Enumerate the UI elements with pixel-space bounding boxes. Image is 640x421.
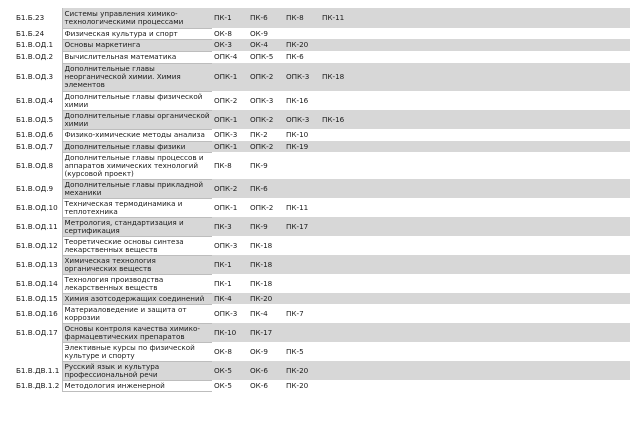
row-filler bbox=[356, 255, 630, 274]
competency-code: ОПК-3 bbox=[212, 236, 248, 255]
competency-code: ПК-10 bbox=[212, 323, 248, 342]
competency-code: ПК-9 bbox=[248, 152, 284, 179]
discipline-name: Химия азотсодержащих соединений bbox=[62, 293, 212, 304]
discipline-code: Б1.В.ОД.4 bbox=[16, 95, 54, 105]
competency-code: ПК-6 bbox=[248, 8, 284, 28]
competency-code: ОПК-1 bbox=[212, 110, 248, 129]
competency-code bbox=[284, 255, 320, 274]
row-filler bbox=[356, 8, 630, 28]
competency-code bbox=[320, 274, 356, 293]
competency-code: ПК-20 bbox=[248, 293, 284, 304]
competency-code: ОПК-3 bbox=[212, 129, 248, 141]
discipline-code: Б1.В.ДВ.1.1 bbox=[16, 365, 60, 375]
competency-code: ПК-20 bbox=[284, 39, 320, 51]
competency-code: ПК-20 bbox=[284, 380, 320, 391]
discipline-name: Основы маркетинга bbox=[62, 39, 212, 51]
discipline-name: Дополнительные главы физической химии bbox=[62, 91, 212, 110]
row-filler bbox=[356, 28, 630, 39]
discipline-code: Б1.В.ОД.7 bbox=[16, 141, 54, 151]
discipline-code: Б1.В.ОД.9 bbox=[16, 183, 54, 193]
competency-code: ПК-19 bbox=[284, 141, 320, 152]
competency-code: ПК-1 bbox=[212, 255, 248, 274]
discipline-code: Б1.В.ДВ.1.2 bbox=[16, 380, 60, 390]
competency-code: ОПК-2 bbox=[248, 198, 284, 217]
competency-code: ПК-5 bbox=[284, 342, 320, 361]
competency-code: ПК-1 bbox=[212, 274, 248, 293]
discipline-code: Б1.В.ОД.1 bbox=[16, 40, 54, 49]
row-filler bbox=[356, 51, 630, 63]
discipline-name: Технология производства лекарственных веществ bbox=[62, 274, 212, 293]
discipline-name: Физическая культура и спорт bbox=[62, 28, 212, 39]
competency-code: ПК-17 bbox=[248, 323, 284, 342]
competency-code bbox=[284, 323, 320, 342]
row-filler bbox=[356, 236, 630, 255]
competency-code: ПК-16 bbox=[320, 110, 356, 129]
competency-code: ОПК-3 bbox=[248, 91, 284, 110]
discipline-name: Химическая технология органических веществ bbox=[62, 255, 212, 274]
discipline-name: Системы управления химико-технологическими процессами bbox=[62, 8, 212, 28]
discipline-code: Б1.В.ОД.17 bbox=[16, 327, 58, 337]
competency-code bbox=[284, 274, 320, 293]
table-row bbox=[14, 141, 630, 152]
row-filler bbox=[356, 217, 630, 236]
competency-code: ПК-2 bbox=[248, 129, 284, 141]
competency-code bbox=[284, 152, 320, 179]
discipline-code bbox=[14, 342, 62, 361]
competency-code: ОК-9 bbox=[248, 342, 284, 361]
competency-code: ПК-3 bbox=[212, 217, 248, 236]
table-row bbox=[14, 91, 630, 110]
discipline-code: Б1.В.ОД.11 bbox=[16, 221, 58, 231]
table-row bbox=[14, 236, 630, 255]
competency-code: ОПК-1 bbox=[212, 141, 248, 152]
discipline-code: Б1.В.ОД.6 bbox=[16, 130, 54, 139]
competency-code: ОПК-2 bbox=[248, 141, 284, 152]
table-row bbox=[14, 380, 630, 391]
row-filler bbox=[356, 91, 630, 110]
competency-code bbox=[284, 293, 320, 304]
competency-table-wrapper bbox=[14, 8, 630, 392]
competency-code bbox=[320, 304, 356, 323]
competency-code: ПК-1 bbox=[212, 8, 248, 28]
table-row bbox=[14, 198, 630, 217]
competency-code bbox=[320, 51, 356, 63]
competency-code: ОК-3 bbox=[212, 39, 248, 51]
competency-code: ПК-11 bbox=[284, 198, 320, 217]
competency-code: ОПК-2 bbox=[212, 91, 248, 110]
table-row bbox=[14, 293, 630, 304]
row-filler bbox=[356, 304, 630, 323]
competency-code: ОК-4 bbox=[248, 39, 284, 51]
competency-code: ОПК-1 bbox=[212, 63, 248, 91]
competency-code bbox=[320, 39, 356, 51]
competency-code bbox=[284, 179, 320, 198]
competency-code bbox=[320, 236, 356, 255]
discipline-name: Основы контроля качества химико-фармацевтических препаратов bbox=[62, 323, 212, 342]
competency-code bbox=[320, 141, 356, 152]
competency-code bbox=[320, 152, 356, 179]
row-filler bbox=[356, 274, 630, 293]
competency-code: ОК-6 bbox=[248, 361, 284, 380]
competency-code: ПК-6 bbox=[284, 51, 320, 63]
discipline-code: Б1.В.ОД.10 bbox=[16, 202, 58, 212]
competency-code: ОПК-1 bbox=[212, 198, 248, 217]
row-filler bbox=[356, 198, 630, 217]
competency-code bbox=[320, 198, 356, 217]
discipline-name: Материаловедение и защита от коррозии bbox=[62, 304, 212, 323]
competency-code: ОПК-3 bbox=[212, 304, 248, 323]
discipline-name: Методология инженерной bbox=[62, 380, 212, 391]
discipline-name: Дополнительные главы физики bbox=[62, 141, 212, 152]
discipline-name: Дополнительные главы органической химии bbox=[62, 110, 212, 129]
competency-code: ПК-11 bbox=[320, 8, 356, 28]
table-row bbox=[14, 255, 630, 274]
competency-code: ОПК-4 bbox=[212, 51, 248, 63]
competency-code bbox=[320, 323, 356, 342]
row-filler bbox=[356, 179, 630, 198]
competency-code: ПК-10 bbox=[284, 129, 320, 141]
row-filler bbox=[356, 361, 630, 380]
discipline-name: Физико-химические методы анализа bbox=[62, 129, 212, 141]
row-filler bbox=[356, 293, 630, 304]
competency-code: ОК-8 bbox=[212, 342, 248, 361]
competency-code: ПК-20 bbox=[284, 361, 320, 380]
discipline-code: Б1.В.ОД.16 bbox=[16, 308, 58, 318]
discipline-name: Техническая термодинамика и теплотехника bbox=[62, 198, 212, 217]
discipline-name: Элективные курсы по физической культуре и спорту bbox=[62, 342, 212, 361]
competency-code: ПК-4 bbox=[248, 304, 284, 323]
competency-code: ПК-18 bbox=[248, 236, 284, 255]
competency-code bbox=[320, 91, 356, 110]
table-row bbox=[14, 179, 630, 198]
competency-code bbox=[284, 236, 320, 255]
table-row bbox=[14, 39, 630, 51]
competency-code: ПК-8 bbox=[284, 8, 320, 28]
table-row bbox=[14, 28, 630, 39]
discipline-name: Русский язык и культура профессиональной речи bbox=[62, 361, 212, 380]
table-row bbox=[14, 217, 630, 236]
discipline-name: Метрология, стандартизация и сертификация bbox=[62, 217, 212, 236]
table-row bbox=[14, 8, 630, 28]
table-row bbox=[14, 63, 630, 91]
table-row bbox=[14, 361, 630, 380]
competency-code: ПК-8 bbox=[212, 152, 248, 179]
discipline-code: Б1.В.ОД.13 bbox=[16, 259, 58, 269]
row-filler bbox=[356, 342, 630, 361]
discipline-code: Б1.В.ОД.8 bbox=[16, 160, 54, 170]
competency-code: ОК-6 bbox=[248, 380, 284, 391]
discipline-code: Б1.В.ОД.15 bbox=[16, 293, 58, 303]
row-filler bbox=[356, 110, 630, 129]
discipline-code: Б1.В.ОД.12 bbox=[16, 240, 58, 250]
competency-code: ПК-16 bbox=[284, 91, 320, 110]
competency-code bbox=[320, 28, 356, 39]
discipline-name: Дополнительные главы неорганической химии. Химия элементов bbox=[62, 63, 212, 91]
competency-code bbox=[284, 28, 320, 39]
competency-code: ОПК-2 bbox=[248, 63, 284, 91]
competency-code bbox=[320, 129, 356, 141]
discipline-code: Б1.В.ОД.5 bbox=[16, 114, 54, 124]
discipline-code: Б1.В.ОД.14 bbox=[16, 278, 58, 288]
table-row bbox=[14, 274, 630, 293]
competency-code: ОК-9 bbox=[248, 28, 284, 39]
competency-code: ОПК-2 bbox=[248, 110, 284, 129]
row-filler bbox=[356, 141, 630, 152]
table-row bbox=[14, 129, 630, 141]
table-row bbox=[14, 323, 630, 342]
discipline-name: Вычислительная математика bbox=[62, 51, 212, 63]
competency-code bbox=[320, 361, 356, 380]
discipline-name: Теоретические основы синтеза лекарственных веществ bbox=[62, 236, 212, 255]
competency-code: ОПК-3 bbox=[284, 63, 320, 91]
row-filler bbox=[356, 39, 630, 51]
competency-code: ПК-9 bbox=[248, 217, 284, 236]
discipline-code: Б1.Б.23 bbox=[16, 13, 45, 22]
competency-code: ПК-6 bbox=[248, 179, 284, 198]
competency-code: ОК-5 bbox=[212, 361, 248, 380]
competency-code: ПК-18 bbox=[320, 63, 356, 91]
table-row bbox=[14, 342, 630, 361]
table-row bbox=[14, 152, 630, 179]
competency-code bbox=[320, 255, 356, 274]
row-filler bbox=[356, 323, 630, 342]
discipline-code: Б1.В.ОД.3 bbox=[16, 72, 54, 81]
competency-code: ПК-18 bbox=[248, 274, 284, 293]
competency-code bbox=[320, 217, 356, 236]
competency-code bbox=[320, 179, 356, 198]
discipline-name: Дополнительные главы прикладной механики bbox=[62, 179, 212, 198]
discipline-name: Дополнительные главы процессов и аппаратов химических технологий (курсовой проект) bbox=[62, 152, 212, 179]
table-row bbox=[14, 51, 630, 63]
competency-code: ОПК-2 bbox=[212, 179, 248, 198]
competency-code: ПК-18 bbox=[248, 255, 284, 274]
discipline-code: Б1.В.ОД.2 bbox=[16, 52, 54, 61]
competency-code: ПК-4 bbox=[212, 293, 248, 304]
competency-code bbox=[320, 380, 356, 391]
competency-code: ОК-8 bbox=[212, 28, 248, 39]
row-filler bbox=[356, 63, 630, 91]
competency-code: ОК-5 bbox=[212, 380, 248, 391]
competency-code bbox=[320, 342, 356, 361]
competency-code: ПК-7 bbox=[284, 304, 320, 323]
row-filler bbox=[356, 380, 630, 391]
competency-code bbox=[320, 293, 356, 304]
competency-code: ПК-17 bbox=[284, 217, 320, 236]
row-filler bbox=[356, 129, 630, 141]
row-filler bbox=[356, 152, 630, 179]
table-row bbox=[14, 110, 630, 129]
table-body bbox=[14, 8, 630, 391]
competency-code: ОПК-5 bbox=[248, 51, 284, 63]
discipline-code: Б1.Б.24 bbox=[16, 28, 45, 38]
competency-table bbox=[14, 8, 630, 392]
competency-code: ОПК-3 bbox=[284, 110, 320, 129]
table-row bbox=[14, 304, 630, 323]
